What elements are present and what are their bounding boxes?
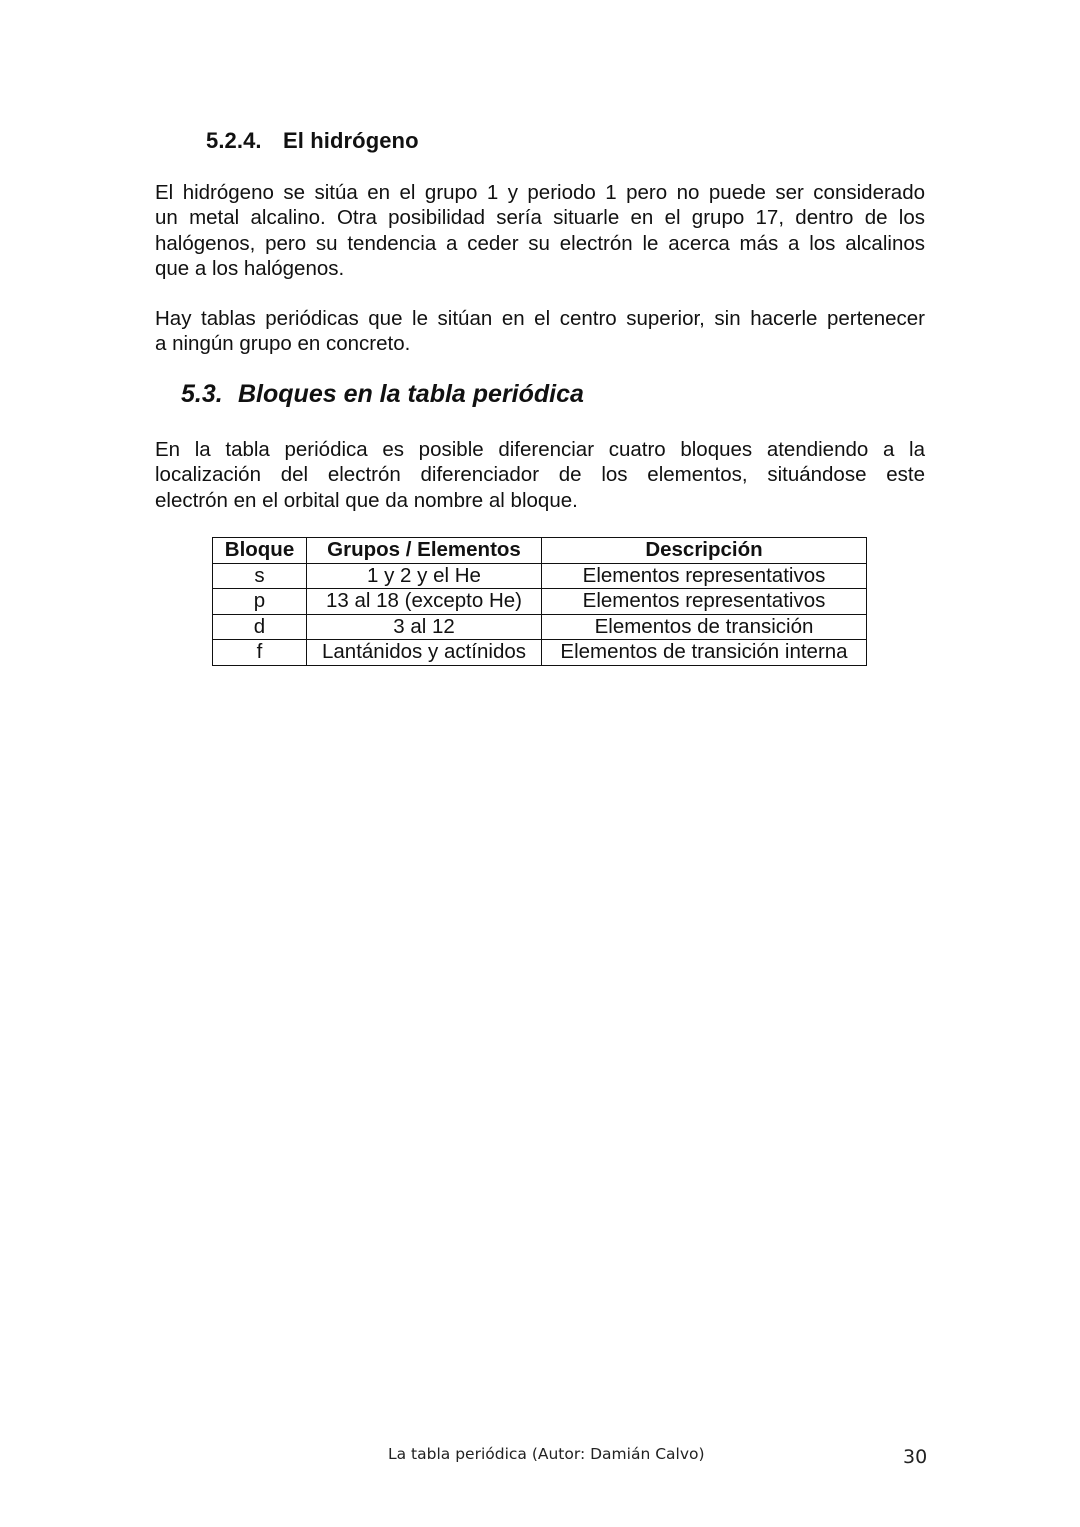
table-row (213, 563, 867, 589)
page-number: 30 (903, 1446, 928, 1468)
text-line: que a los halógenos. (155, 256, 345, 280)
header-descripcion: Descripción (542, 538, 867, 564)
cell-bloque: s (213, 563, 307, 589)
table-header-row (213, 538, 867, 564)
page-footer: La tabla periódica (Autor: Damián Calvo) (388, 1445, 705, 1463)
section-heading-5-2-4 (206, 128, 419, 154)
cell-grupos: 1 y 2 y el He (307, 563, 542, 589)
hydrogen-paragraph-1 (155, 180, 925, 281)
text-line: El hidrógeno se sitúa en el grupo 1 y periodo 1 pero no puede ser considerado (155, 181, 925, 204)
cell-bloque: p (213, 589, 307, 615)
section-number: 5.2.4. (206, 128, 262, 153)
cell-bloque: f (213, 640, 307, 666)
table-row (213, 640, 867, 666)
cell-descripcion: Elementos representativos (542, 563, 867, 589)
cell-grupos: Lantánidos y actínidos (307, 640, 542, 666)
hydrogen-paragraph-2 (155, 306, 925, 357)
section-title: El hidrógeno (283, 128, 419, 153)
section-number: 5.3. (181, 380, 223, 408)
cell-descripcion: Elementos representativos (542, 589, 867, 615)
cell-descripcion: Elementos de transición (542, 614, 867, 640)
text-line: halógenos, pero su tendencia a ceder su electrón le acerca más a los alcalinos (155, 231, 925, 255)
blocks-paragraph (155, 437, 925, 513)
cell-bloque: d (213, 614, 307, 640)
text-line: Hay tablas periódicas que le sitúan en el centro superior, sin hacerle pertenecer (155, 307, 925, 330)
cell-grupos: 13 al 18 (excepto He) (307, 589, 542, 615)
table-row (213, 614, 867, 640)
header-grupos: Grupos / Elementos (307, 538, 542, 564)
section-title: Bloques en la tabla periódica (238, 380, 584, 408)
cell-descripcion: Elementos de transición interna (542, 640, 867, 666)
text-line: localización del electrón diferenciador de los elementos, situándose este (155, 463, 925, 487)
text-line: electrón en el orbital que da nombre al bloque. (155, 488, 578, 512)
table-row (213, 589, 867, 615)
text-line: un metal alcalino. Otra posibilidad sería situarle en el grupo 17, dentro de los (155, 206, 925, 230)
blocks-table (212, 537, 867, 666)
section-heading-5-3 (181, 380, 584, 409)
cell-grupos: 3 al 12 (307, 614, 542, 640)
header-bloque: Bloque (213, 538, 307, 564)
text-line: a ningún grupo en concreto. (155, 332, 411, 356)
text-line: En la tabla periódica es posible diferenciar cuatro bloques atendiendo a la (155, 438, 925, 461)
